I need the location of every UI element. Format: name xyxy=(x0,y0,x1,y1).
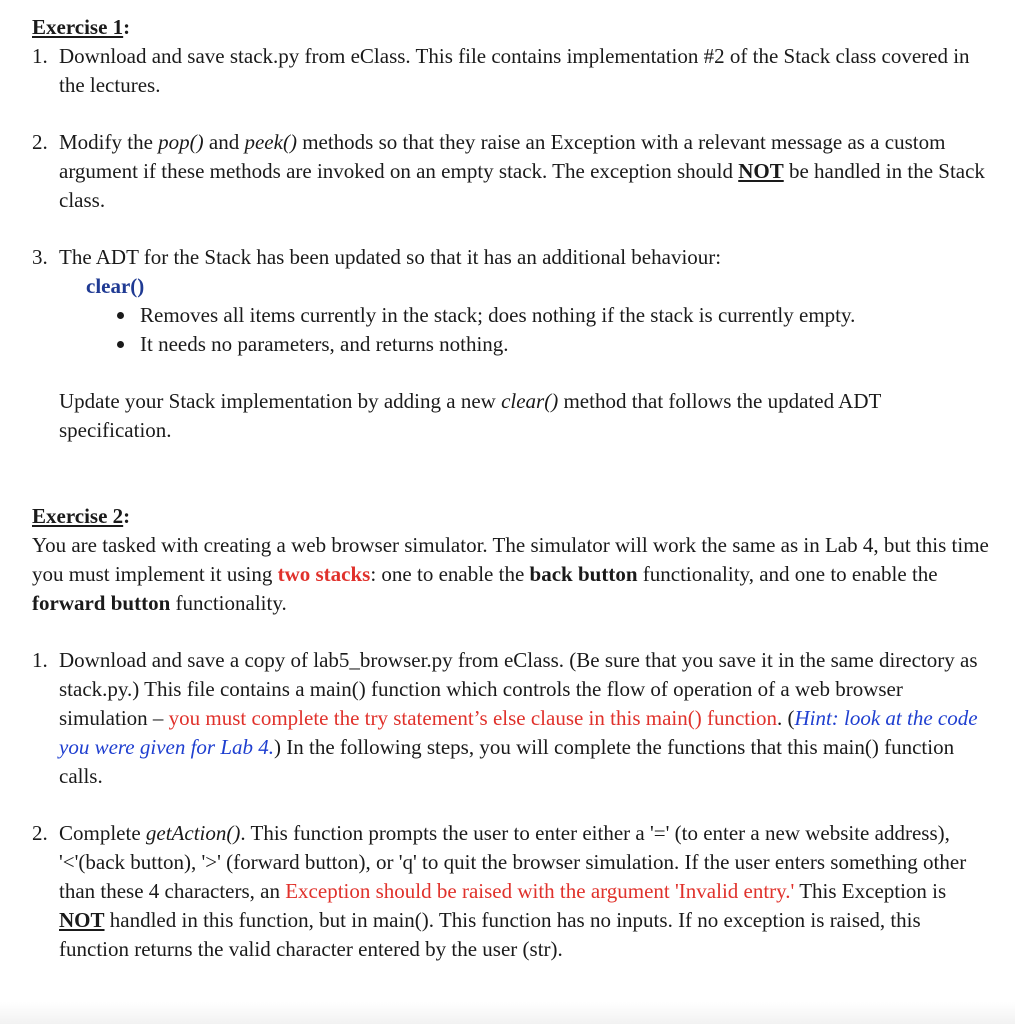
exercise-1-heading: Exercise 1: xyxy=(32,15,131,39)
peek-method-name: peek() xyxy=(244,130,297,154)
exercise-2-item-2: 2. Complete getAction(). This function prompts the user to enter either a '=' (to enter a new website address), '<'(back button), '>' (forward button), or 'q' to quit the browser simulation. If the user enters something other than these 4 characters, an Exception should be raised with the argument 'Invalid entry.' This Exception is NOT handled in this function, but in main(). This function has no inputs. If no exception is raised, this function returns the valid character entered by the user (str). xyxy=(32,821,967,961)
bullet-icon xyxy=(117,312,124,319)
list-item: It needs no parameters, and returns nothing. xyxy=(32,330,992,359)
lab4-hint: Hint: look at the code you were given for Lab 4. xyxy=(59,706,978,759)
exercise-2-item-1: 1. Download and save a copy of lab5_browser.py from eClass. (Be sure that you save it in the same directory as stack.py.) This file contains a main() function which controls the flow of operation of a web browser simulation – you must complete the try statement’s else clause in this main() function. (Hint: look at the code you were given for Lab 4.) In the following steps, you will complete the functions that this main() function calls. xyxy=(32,648,978,788)
list-item: Removes all items currently in the stack; does nothing if the stack is currently empty. xyxy=(32,301,992,330)
exercise-2-heading: Exercise 2: xyxy=(32,504,131,528)
page-bottom-shade xyxy=(0,1002,1015,1024)
clear-method-heading: clear() xyxy=(86,274,145,298)
exercise-1-item-1: 1. Download and save stack.py from eClass. This file contains implementation #2 of the Stack class covered in the lectures. xyxy=(32,44,970,97)
bullet-icon xyxy=(117,341,124,348)
update-instruction: Update your Stack implementation by adding a new clear() method that follows the updated ADT specification. xyxy=(59,389,881,442)
clear-method-bullets xyxy=(32,301,992,359)
exercise-2-intro: You are tasked with creating a web browser simulator. The simulator will work the same as in Lab 4, but this time you must implement it using two stacks: one to enable the back button functionality, and one to enable the forward button functionality. xyxy=(32,533,989,615)
exercise-1-item-3: 3. The ADT for the Stack has been updated so that it has an additional behaviour: xyxy=(32,245,722,269)
pop-method-name: pop() xyxy=(158,130,204,154)
document-page xyxy=(32,13,992,964)
exercise-1-item-2: 2. Modify the pop() and peek() methods so that they raise an Exception with a relevant message as a custom argument if these methods are invoked on an empty stack. The exception should NOT be handled in the Stack class. xyxy=(32,130,985,212)
